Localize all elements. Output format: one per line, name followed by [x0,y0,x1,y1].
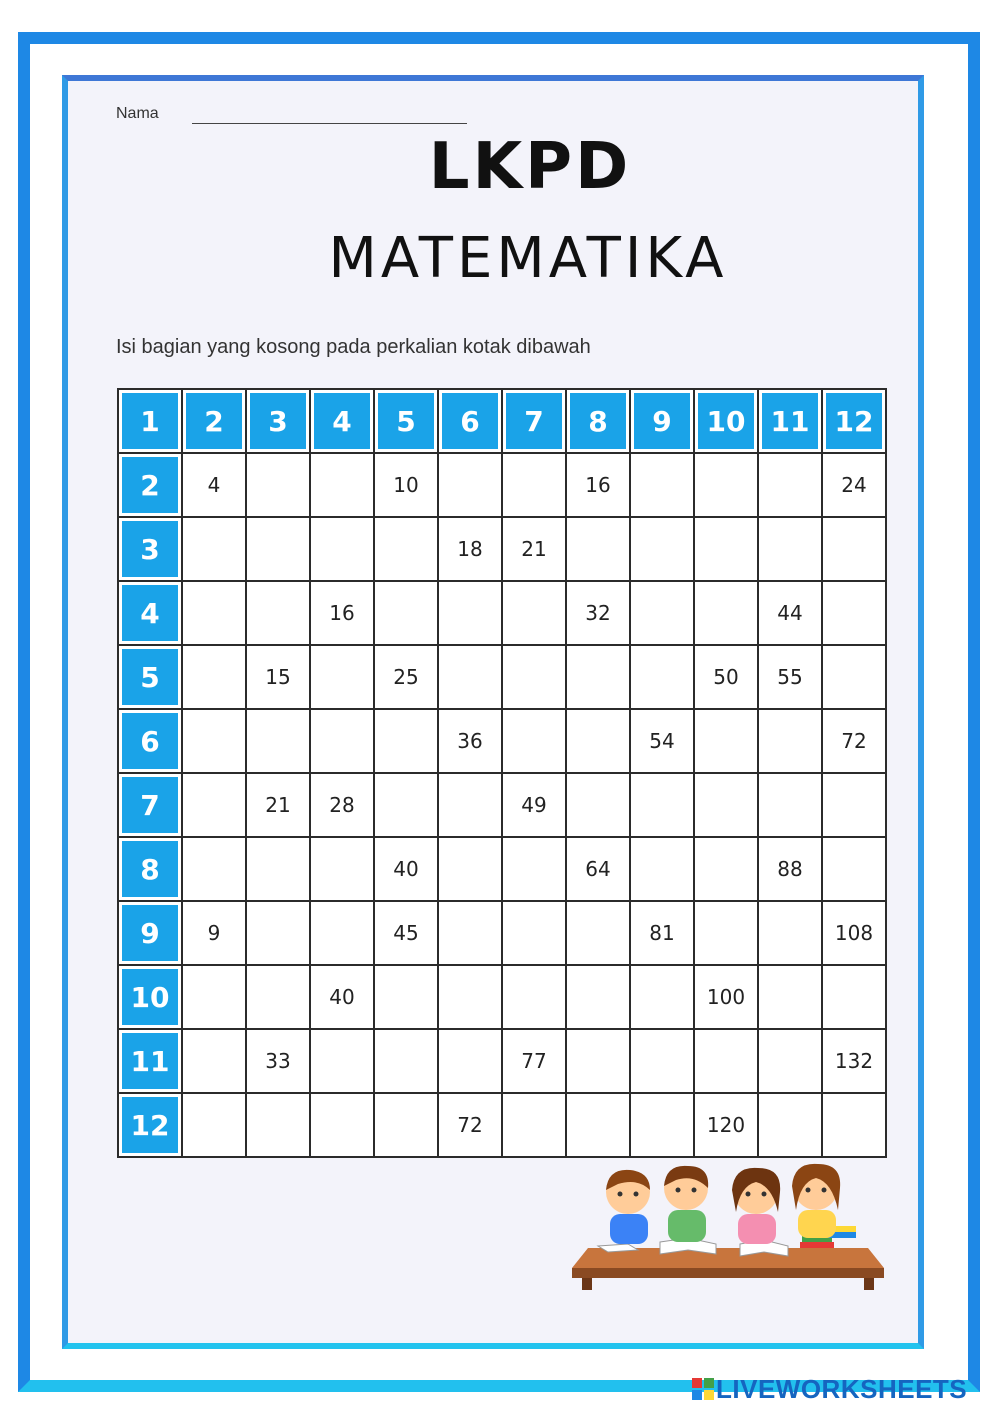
answer-input-cell[interactable] [373,1028,439,1094]
answer-input-cell[interactable] [693,708,759,774]
answer-input-cell[interactable] [373,1092,439,1158]
given-value-cell: 72 [821,708,887,774]
name-input-line[interactable] [192,123,467,124]
answer-input-cell[interactable] [821,1092,887,1158]
answer-input-cell[interactable] [629,644,695,710]
liveworksheets-brand[interactable] [690,1374,967,1405]
subtitle-text: MATEMATIKA [328,226,728,291]
answer-input-cell[interactable] [693,772,759,838]
answer-input-cell[interactable] [181,708,247,774]
multiplication-table [118,389,886,1157]
answer-input-cell[interactable] [501,836,567,902]
answer-input-cell[interactable] [309,900,375,966]
name-label: Nama [116,105,159,122]
given-value-cell: 54 [629,708,695,774]
given-value-cell: 108 [821,900,887,966]
answer-input-cell[interactable] [437,964,503,1030]
given-value-cell: 77 [501,1028,567,1094]
given-value-cell: 55 [757,644,823,710]
given-value-cell: 40 [373,836,439,902]
given-value-cell: 9 [181,900,247,966]
given-value-cell: 132 [821,1028,887,1094]
answer-input-cell[interactable] [757,452,823,518]
row-header-cell: 9 [117,900,183,966]
page-subtitle [0,226,1000,291]
answer-input-cell[interactable] [501,708,567,774]
answer-input-cell[interactable] [373,708,439,774]
answer-input-cell[interactable] [181,644,247,710]
answer-input-cell[interactable] [693,900,759,966]
given-value-cell: 21 [245,772,311,838]
answer-input-cell[interactable] [245,516,311,582]
row-header-cell: 7 [117,772,183,838]
answer-input-cell[interactable] [693,516,759,582]
given-value-cell: 100 [693,964,759,1030]
column-header-cell: 8 [565,388,631,454]
column-header-cell: 1 [117,388,183,454]
answer-input-cell[interactable] [501,580,567,646]
answer-input-cell[interactable] [821,964,887,1030]
answer-input-cell[interactable] [437,644,503,710]
row-header-cell: 6 [117,708,183,774]
given-value-cell: 64 [565,836,631,902]
answer-input-cell[interactable] [629,580,695,646]
answer-input-cell[interactable] [437,580,503,646]
given-value-cell: 32 [565,580,631,646]
answer-input-cell[interactable] [437,1028,503,1094]
given-value-cell: 25 [373,644,439,710]
answer-input-cell[interactable] [821,836,887,902]
answer-input-cell[interactable] [693,836,759,902]
answer-input-cell[interactable] [245,900,311,966]
answer-input-cell[interactable] [245,836,311,902]
row-header-cell: 11 [117,1028,183,1094]
answer-input-cell[interactable] [501,452,567,518]
answer-input-cell[interactable] [309,836,375,902]
answer-input-cell[interactable] [565,516,631,582]
answer-input-cell[interactable] [245,580,311,646]
title-text: LKPD [428,130,632,204]
answer-input-cell[interactable] [309,516,375,582]
answer-input-cell[interactable] [501,644,567,710]
given-value-cell: 15 [245,644,311,710]
answer-input-cell[interactable] [565,1028,631,1094]
column-header-cell: 2 [181,388,247,454]
row-header-cell: 8 [117,836,183,902]
answer-input-cell[interactable] [821,516,887,582]
given-value-cell: 36 [437,708,503,774]
row-header-cell: 5 [117,644,183,710]
given-value-cell: 72 [437,1092,503,1158]
given-value-cell: 4 [181,452,247,518]
answer-input-cell[interactable] [437,836,503,902]
given-value-cell: 16 [565,452,631,518]
answer-input-cell[interactable] [629,836,695,902]
answer-input-cell[interactable] [757,708,823,774]
column-header-cell: 5 [373,388,439,454]
answer-input-cell[interactable] [373,580,439,646]
answer-input-cell[interactable] [565,772,631,838]
answer-input-cell[interactable] [629,964,695,1030]
column-header-cell: 7 [501,388,567,454]
given-value-cell: 16 [309,580,375,646]
answer-input-cell[interactable] [181,964,247,1030]
given-value-cell: 28 [309,772,375,838]
answer-input-cell[interactable] [245,452,311,518]
answer-input-cell[interactable] [565,644,631,710]
column-header-cell: 12 [821,388,887,454]
given-value-cell: 45 [373,900,439,966]
answer-input-cell[interactable] [565,964,631,1030]
answer-input-cell[interactable] [757,516,823,582]
answer-input-cell[interactable] [309,1092,375,1158]
answer-input-cell[interactable] [501,1092,567,1158]
column-header-cell: 11 [757,388,823,454]
row-header-cell: 3 [117,516,183,582]
children-at-desk-illustration [568,1160,888,1300]
answer-input-cell[interactable] [309,1028,375,1094]
answer-input-cell[interactable] [821,580,887,646]
answer-input-cell[interactable] [629,452,695,518]
answer-input-cell[interactable] [437,900,503,966]
given-value-cell: 88 [757,836,823,902]
column-header-cell: 10 [693,388,759,454]
answer-input-cell[interactable] [181,836,247,902]
answer-input-cell[interactable] [437,452,503,518]
answer-input-cell[interactable] [821,772,887,838]
answer-input-cell[interactable] [373,964,439,1030]
answer-input-cell[interactable] [757,772,823,838]
given-value-cell: 49 [501,772,567,838]
answer-input-cell[interactable] [309,708,375,774]
row-header-cell: 2 [117,452,183,518]
given-value-cell: 18 [437,516,503,582]
answer-input-cell[interactable] [181,580,247,646]
answer-input-cell[interactable] [629,1092,695,1158]
answer-input-cell[interactable] [565,708,631,774]
given-value-cell: 24 [821,452,887,518]
given-value-cell: 50 [693,644,759,710]
answer-input-cell[interactable] [501,964,567,1030]
answer-input-cell[interactable] [181,1092,247,1158]
given-value-cell: 21 [501,516,567,582]
answer-input-cell[interactable] [757,964,823,1030]
answer-input-cell[interactable] [373,772,439,838]
row-header-cell: 12 [117,1092,183,1158]
column-header-cell: 4 [309,388,375,454]
answer-input-cell[interactable] [437,772,503,838]
answer-input-cell[interactable] [693,1028,759,1094]
answer-input-cell[interactable] [629,1028,695,1094]
answer-input-cell[interactable] [309,644,375,710]
given-value-cell: 10 [373,452,439,518]
answer-input-cell[interactable] [693,580,759,646]
answer-input-cell[interactable] [565,900,631,966]
answer-input-cell[interactable] [757,900,823,966]
page-title [0,130,1000,204]
column-header-cell: 6 [437,388,503,454]
answer-input-cell[interactable] [629,772,695,838]
answer-input-cell[interactable] [693,452,759,518]
answer-input-cell[interactable] [181,1028,247,1094]
answer-input-cell[interactable] [245,708,311,774]
given-value-cell: 44 [757,580,823,646]
row-header-cell: 10 [117,964,183,1030]
answer-input-cell[interactable] [757,1092,823,1158]
instruction-text: Isi bagian yang kosong pada perkalian kotak dibawah [116,336,591,358]
column-header-cell: 9 [629,388,695,454]
answer-input-cell[interactable] [501,900,567,966]
answer-input-cell[interactable] [821,644,887,710]
column-header-cell: 3 [245,388,311,454]
given-value-cell: 120 [693,1092,759,1158]
answer-input-cell[interactable] [245,1092,311,1158]
answer-input-cell[interactable] [757,1028,823,1094]
answer-input-cell[interactable] [309,452,375,518]
answer-input-cell[interactable] [565,1092,631,1158]
answer-input-cell[interactable] [629,516,695,582]
answer-input-cell[interactable] [245,964,311,1030]
row-header-cell: 4 [117,580,183,646]
answer-input-cell[interactable] [373,516,439,582]
brand-text: LIVEWORKSHEETS [716,1374,968,1404]
answer-input-cell[interactable] [181,516,247,582]
given-value-cell: 40 [309,964,375,1030]
given-value-cell: 33 [245,1028,311,1094]
given-value-cell: 81 [629,900,695,966]
answer-input-cell[interactable] [181,772,247,838]
